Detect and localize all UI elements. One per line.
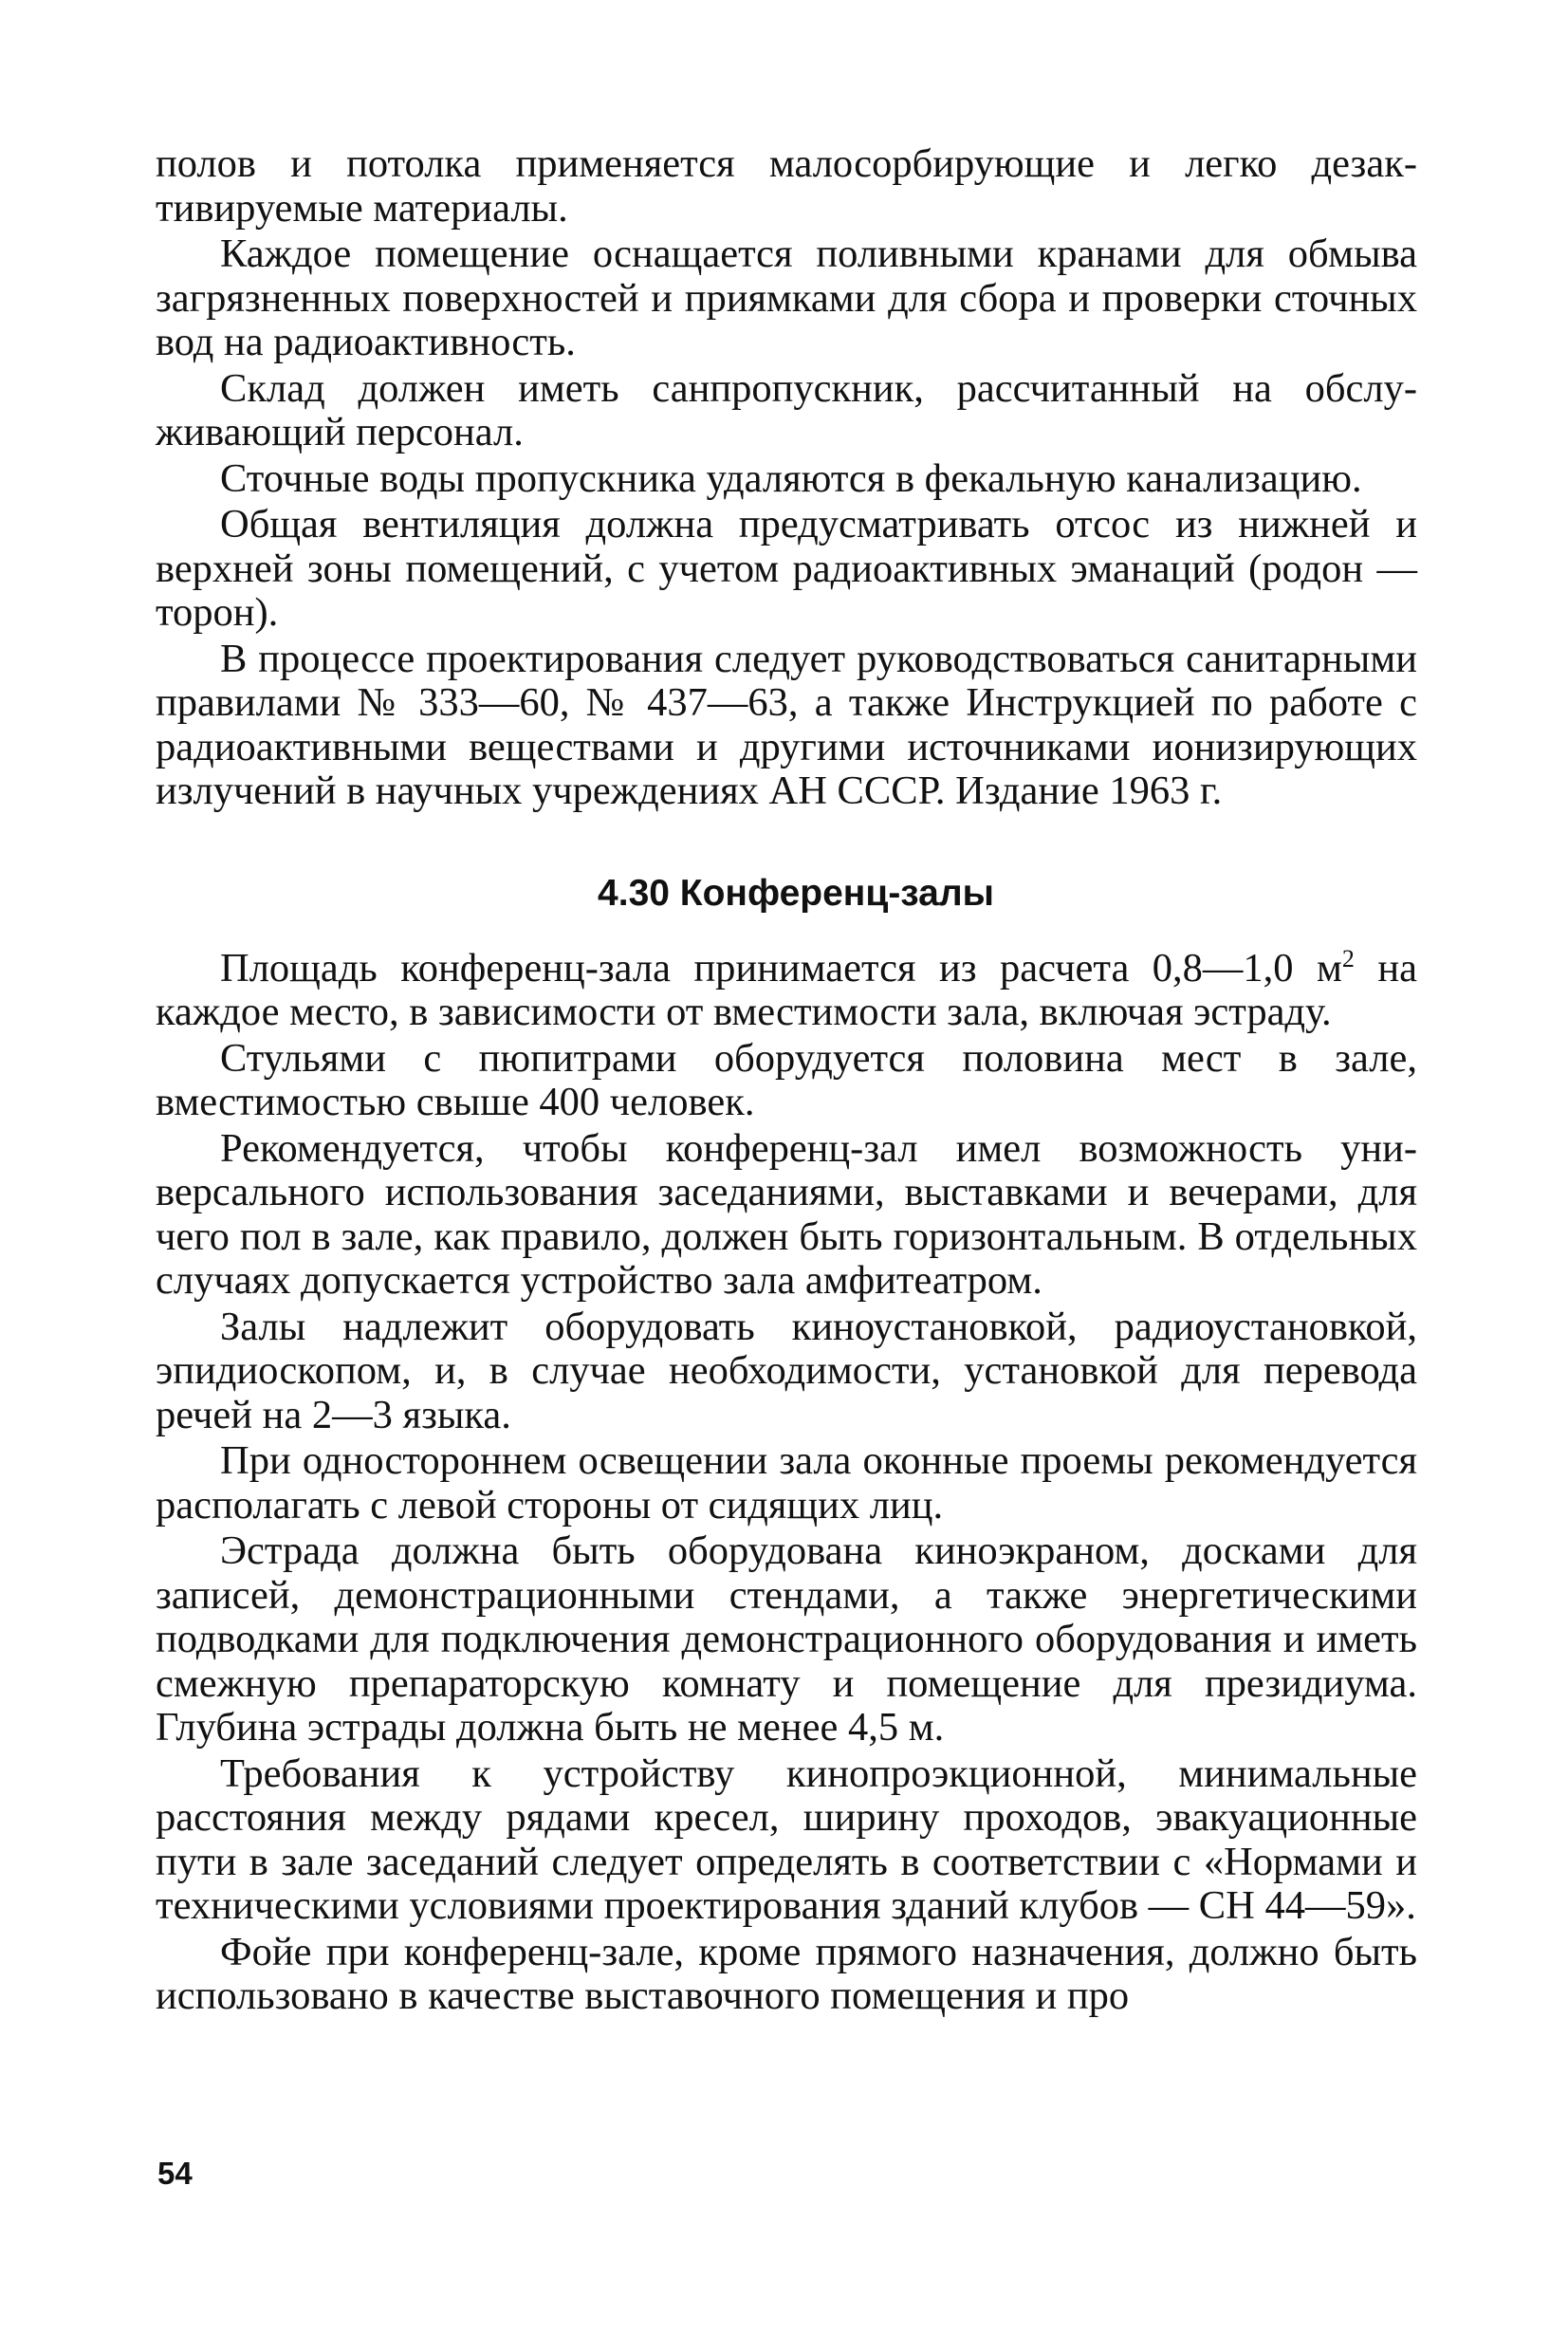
paragraph-wastewater: Сточные воды пропускника удаляются в фекальную канализацию.: [220, 455, 1362, 501]
paragraph-foyer: Фойе при конференц-зале, кроме прямого назначения, должно быть использовано в качестве выставочного помещения и про: [156, 1929, 1417, 2018]
section-heading: 4.30 Конференц-залы: [598, 872, 994, 914]
paragraph-hall-area: [156, 944, 1418, 1035]
square-superscript: 2: [1341, 944, 1355, 972]
paragraph-sanitary-checkpoint: Склад должен иметь санпропускник, рассчитанный на обслуживающий персонал.: [156, 365, 1417, 454]
paragraph-stage: Эстрада должна быть оборудована киноэкраном, досками для записей, демонстрационными стендами, а также энергетическими подводками для подключения демонстрационного оборудования и иметь смежную препараторскую комнату и помещение для президиума. Глубина эстрады должна быть не менее 4,5 м.: [156, 1528, 1417, 1750]
hall-area-text-end: на каждое место, в зависимости от вместимости зала, включая эстраду.: [156, 945, 1418, 1034]
paragraph-washing-taps: Каждое помещение оснащается поливными кранами для обмыва загрязненных поверхностей и приямками для сбора и проверки сточных вод на радиоактивность.: [156, 231, 1417, 364]
paragraph-floor-ceiling-materials: полов и потолка применяется малосорбирующие и легко дезактивируемые материалы.: [156, 141, 1417, 231]
paragraph-ventilation: Общая вентиляция должна предусматривать отсос из нижней и верхней зоны помещений, с учетом радиоактивных эманаций (родон — торон).: [156, 502, 1417, 635]
paragraph-sanitary-rules: В процессе проектирования следует руководствоваться санитарными правилами № 333—60, № 437—63, а также Инструкцией по работе с радиоактивными веществами и другими источниками ионизирующих излучений в научных учреждениях АН СССР. Издание 1963 г.: [156, 636, 1417, 813]
document-page: [156, 142, 1417, 2021]
paragraph-requirements: Требования к устройству кинопроэкционной, минимальные расстояния между рядами кресел, ширину проходов, эвакуационные пути в зале заседаний следует определять в соответствии с «Нормами и техническими условиями проектирования зданий клубов — СН 44—59».: [156, 1750, 1417, 1928]
paragraph-chairs: Стульями с пюпитрами оборудуется половина мест в зале, вместимостью свыше 400 человек.: [156, 1035, 1417, 1124]
hall-area-text-start: Площадь конференц-зала принимается из расчета 0,8—1,0 м: [220, 945, 1342, 991]
page-number: 54: [157, 2156, 193, 2191]
paragraph-lighting: При одностороннем освещении зала оконные проемы рекомендуется располагать с левой стороны от сидящих лиц.: [156, 1438, 1417, 1528]
paragraph-universal-use: Рекомендуется, чтобы конференц-зал имел возможность универсального использования заседаниями, выставками и вечерами, для чего пол в зале, как правило, должен быть горизонтальным. В отдельных случаях допускается устройство зала амфитеатром.: [156, 1125, 1417, 1303]
paragraph-equipment: Залы надлежит оборудовать киноустановкой, радиоустановкой, эпидиоскопом, и, в случае необходимости, установкой для перевода речей на 2—3 языка.: [156, 1304, 1417, 1437]
